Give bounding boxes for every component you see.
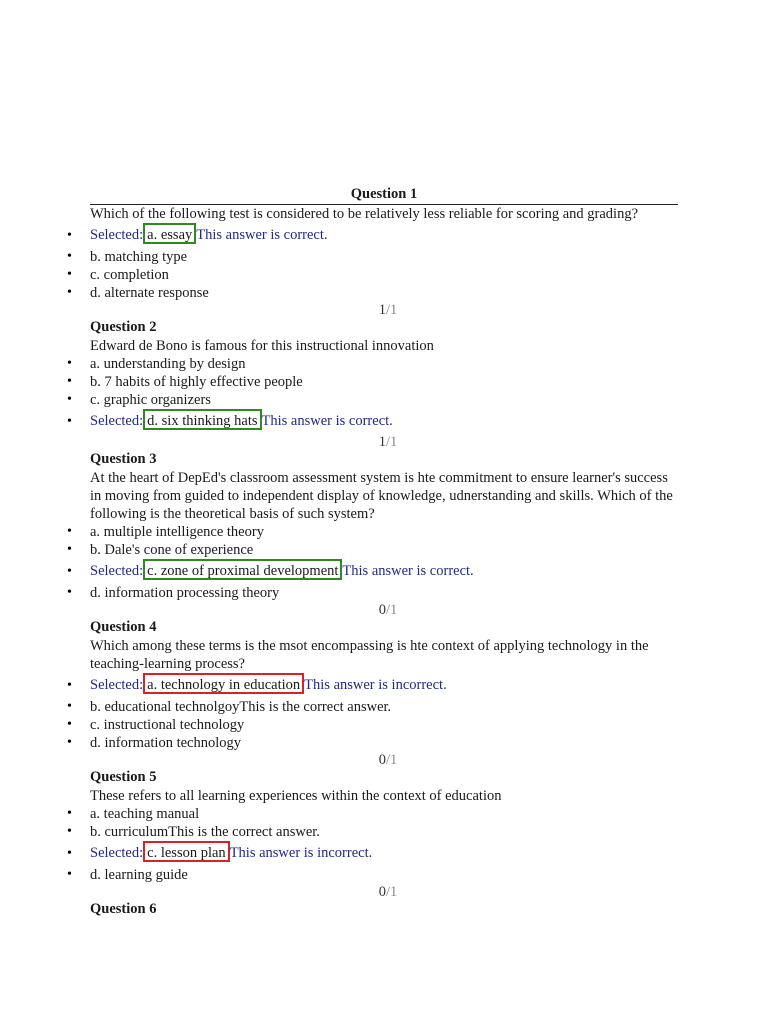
selected-answer [90, 409, 678, 434]
selected-label: Selected: [90, 677, 144, 693]
question-text: At the heart of DepEd's classroom assessment system is hte commitment to ensure learner's success in moving from guided to independent display of knowledge, udnerstanding and skills. Which of the following is the theoretical basis of such system? [90, 470, 673, 522]
option-text: a. understanding by design [90, 356, 246, 372]
question-text: These refers to all learning experiences within the context of education [90, 788, 502, 804]
correct-feedback: This answer is correct. [261, 413, 393, 429]
answer-option [90, 805, 678, 823]
answer-option [90, 866, 678, 884]
answer-option [90, 248, 678, 266]
question-score [90, 602, 678, 619]
correct-feedback: This answer is correct. [342, 563, 474, 579]
correct-answer-box: a. essay [143, 223, 196, 244]
selected-answer [90, 673, 678, 698]
option-text: c. completion [90, 267, 169, 283]
question-title: Question 5 [90, 769, 157, 785]
question-score [90, 302, 678, 319]
correct-answer-box: c. zone of proximal development [143, 559, 342, 580]
incorrect-answer-box: a. technology in education [143, 673, 304, 694]
answer-options [90, 355, 678, 434]
selected-label: Selected: [90, 227, 144, 243]
option-text: d. alternate response [90, 285, 209, 301]
answer-options [90, 673, 678, 752]
option-text: c. instructional technology [90, 717, 245, 733]
question-block [90, 901, 678, 919]
question-title: Question 3 [90, 451, 157, 467]
question-block [90, 186, 678, 319]
correct-feedback: This answer is correct. [196, 227, 328, 243]
correct-answer-box: d. six thinking hats [143, 409, 261, 430]
answer-option [90, 541, 678, 559]
question-score [90, 434, 678, 451]
option-text: d. learning guide [90, 867, 188, 883]
incorrect-feedback: This answer is incorrect. [304, 677, 447, 693]
answer-option [90, 734, 678, 752]
question-text: Edward de Bono is famous for this instructional innovation [90, 338, 434, 354]
option-text: b. matching type [90, 249, 188, 265]
selected-label: Selected: [90, 563, 144, 579]
question-block [90, 769, 678, 901]
question-title: Question 4 [90, 619, 157, 635]
incorrect-feedback: This answer is incorrect. [229, 845, 373, 861]
option-text: b. 7 habits of highly effective people [90, 374, 303, 390]
answer-option [90, 823, 678, 841]
score-total: /1 [385, 302, 398, 318]
selected-answer [90, 841, 678, 866]
answer-option [90, 698, 678, 716]
option-text: b. curriculumThis is the correct answer. [90, 824, 320, 840]
option-text: d. information technology [90, 735, 242, 751]
question-title: Question 2 [90, 319, 157, 335]
option-text: c. graphic organizers [90, 392, 211, 408]
score-earned: 0 [378, 752, 386, 768]
selected-label: Selected: [90, 845, 144, 861]
quiz-review [90, 186, 678, 919]
option-text: d. information processing theory [90, 585, 280, 601]
answer-option [90, 355, 678, 373]
score-total: /1 [385, 884, 398, 900]
score-total: /1 [385, 434, 398, 450]
answer-option [90, 584, 678, 602]
answer-option [90, 373, 678, 391]
question-score [90, 884, 678, 901]
question-score [90, 752, 678, 769]
answer-option [90, 266, 678, 284]
answer-option [90, 523, 678, 541]
selected-answer [90, 223, 678, 248]
option-text: b. Dale's cone of experience [90, 542, 254, 558]
option-text: a. multiple intelligence theory [90, 524, 264, 540]
question-text: Which of the following test is considered to be relatively less reliable for scoring and grading? [90, 206, 639, 222]
question-title: Question 6 [90, 901, 157, 917]
score-earned: 0 [378, 884, 386, 900]
option-text: a. teaching manual [90, 806, 200, 822]
question-block [90, 619, 678, 769]
score-earned: 0 [378, 602, 386, 618]
answer-option [90, 391, 678, 409]
question-block [90, 319, 678, 451]
question-text: Which among these terms is the msot encompassing is hte context of applying technology in the teaching-learning process? [90, 638, 649, 672]
selected-label: Selected: [90, 413, 144, 429]
option-text: b. educational technolgoyThis is the correct answer. [90, 699, 392, 715]
answer-option [90, 716, 678, 734]
question-block [90, 451, 678, 619]
answer-option [90, 284, 678, 302]
question-title: Question 1 [90, 186, 678, 205]
answer-options [90, 223, 678, 302]
score-earned: 1 [378, 434, 386, 450]
incorrect-answer-box: c. lesson plan [143, 841, 230, 862]
answer-options [90, 523, 678, 602]
selected-answer [90, 559, 678, 584]
answer-options [90, 805, 678, 884]
score-total: /1 [385, 752, 398, 768]
score-earned: 1 [378, 302, 386, 318]
score-total: /1 [385, 602, 398, 618]
